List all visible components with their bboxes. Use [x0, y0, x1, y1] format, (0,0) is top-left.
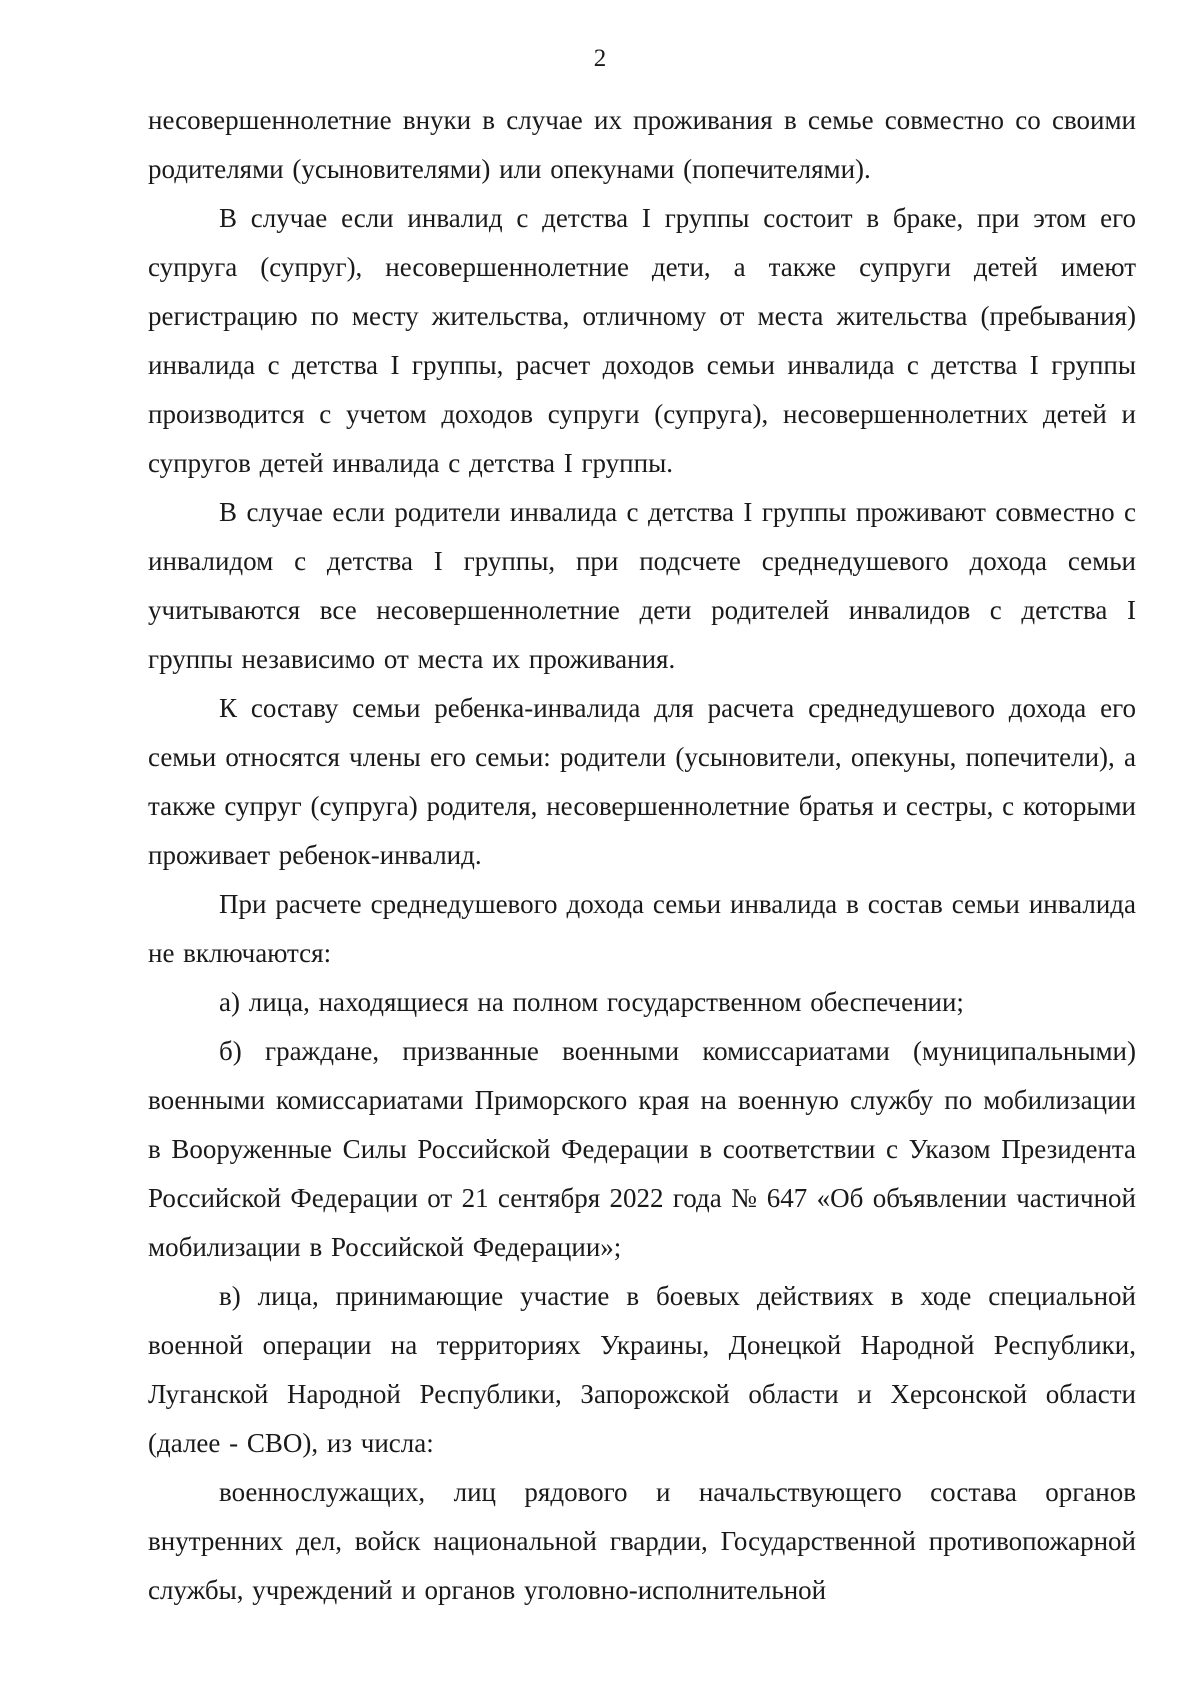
paragraph-exclusions-intro: При расчете среднедушевого дохода семьи инвалида в состав семьи инвалида не включаются:	[148, 889, 1136, 968]
paragraph-child-family-composition: К составу семьи ребенка-инвалида для расчета среднедушевого дохода его семьи относятся члены его семьи: родители (усыновители, опекуны, попечители), а также супруг (супруга) родителя, несовершеннолетние братья и сестры, с которыми проживает ребенок-инвалид.	[148, 693, 1136, 870]
paragraph-married-disabled: В случае если инвалид с детства I группы состоит в браке, при этом его супруга (супруг), несовершеннолетние дети, а также супруги детей имеют регистрацию по месту жительства, отличному от места жительства (пребывания) инвалида с детства I группы, расчет доходов семьи инвалида с детства I группы производится с учетом доходов супруги (супруга), несовершеннолетних детей и супругов детей инвалида с детства I группы.	[148, 203, 1136, 478]
paragraph-servicemen: военнослужащих, лиц рядового и начальствующего состава органов внутренних дел, войск национальной гвардии, Государственной противопожарной службы, учреждений и органов уголовно-исполнительной	[148, 1477, 1136, 1605]
paragraph-parents-cohabiting: В случае если родители инвалида с детства I группы проживают совместно с инвалидом с детства I группы, при подсчете среднедушевого дохода семьи учитываются все несовершеннолетние дети родителей инвалидов с детства I группы независимо от места их проживания.	[148, 497, 1136, 674]
list-item-a: а) лица, находящиеся на полном государственном обеспечении;	[219, 987, 964, 1017]
paragraph-continuation: несовершеннолетние внуки в случае их проживания в семье совместно со своими родителями (усыновителями) или опекунами (попечителями).	[148, 105, 1136, 184]
list-item-b: б) граждане, призванные военными комиссариатами (муниципальными) военными комиссариатами Приморского края на военную службу по мобилизации в Вооруженные Силы Российской Федерации в соответствии с Указом Президента Российской Федерации от 21 сентября 2022 года № 647 «Об объявлении частичной мобилизации в Российской Федерации»;	[148, 1036, 1136, 1262]
page-number: 2	[593, 45, 607, 72]
document-body	[148, 96, 1136, 1615]
list-item-c: в) лица, принимающие участие в боевых действиях в ходе специальной военной операции на территориях Украины, Донецкой Народной Республики, Луганской Народной Республики, Запорожской области и Херсонской области (далее - СВО), из числа:	[148, 1281, 1136, 1458]
